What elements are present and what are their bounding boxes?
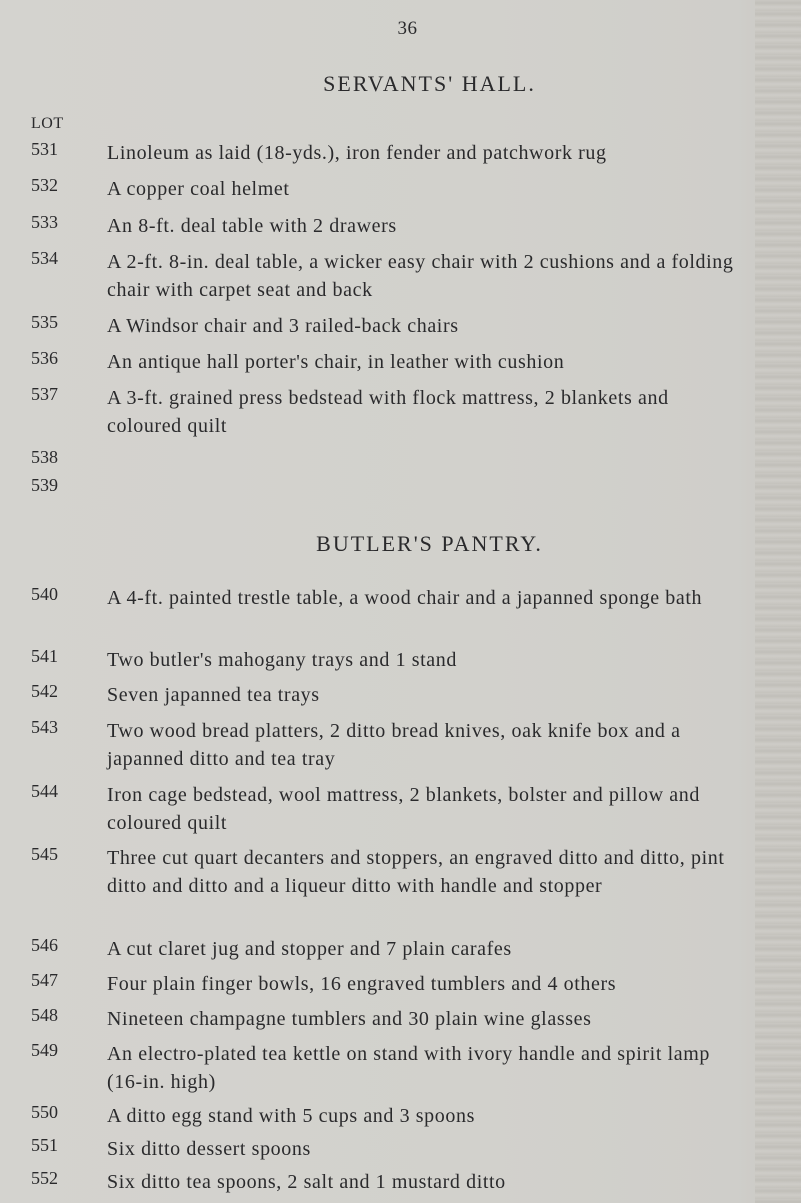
lot-column-header: LOT [31, 115, 64, 132]
section-title-butlers-pantry: BUTLER'S PANTRY. [316, 531, 543, 556]
section-title-servants-hall: SERVANTS' HALL. [323, 71, 536, 96]
lot-number: 540 [31, 584, 58, 604]
lot-description: A 4-ft. painted trestle table, a wood chair and a japanned sponge bath [107, 587, 703, 609]
lot-description: Six ditto dessert spoons [107, 1138, 311, 1160]
lot-description: Nineteen champagne tumblers and 30 plain wine glasses [107, 1008, 592, 1030]
lot-number: 543 [31, 717, 58, 737]
page-number: 36 [397, 18, 418, 39]
lot-number: 532 [31, 175, 58, 195]
lot-number: 548 [31, 1005, 58, 1025]
lot-description: An electro-plated tea kettle on stand with ivory handle and spirit lamp (16-in. high) [107, 1043, 710, 1093]
lot-number: 537 [31, 384, 58, 404]
lot-number: 550 [31, 1102, 58, 1122]
lot-description: Two butler's mahogany trays and 1 stand [107, 649, 457, 671]
lot-description: Two wood bread platters, 2 ditto bread knives, oak knife box and a japanned ditto and tea tray [107, 720, 681, 770]
lot-description: An 8-ft. deal table with 2 drawers [107, 215, 397, 237]
lot-number: 533 [31, 212, 58, 232]
page-edge [755, 0, 801, 1203]
lot-description: A 3-ft. grained press bedstead with flock mattress, 2 blankets and coloured quilt [107, 387, 669, 437]
lot-description: A ditto egg stand with 5 cups and 3 spoons [107, 1105, 475, 1127]
lot-number: 547 [31, 970, 58, 990]
lot-description: Four plain finger bowls, 16 engraved tumblers and 4 others [107, 973, 617, 995]
lot-number: 546 [31, 935, 58, 955]
lot-number: 539 [31, 475, 58, 495]
lot-number: 542 [31, 681, 58, 701]
lot-description: A 2-ft. 8-in. deal table, a wicker easy chair with 2 cushions and a folding chair with carpet seat and back [107, 251, 734, 301]
lot-number: 549 [31, 1040, 58, 1060]
lot-number: 545 [31, 844, 58, 864]
lot-number: 538 [31, 447, 58, 467]
lot-number: 535 [31, 312, 58, 332]
lot-description: Linoleum as laid (18-yds.), iron fender and patchwork rug [107, 142, 607, 164]
lot-number: 552 [31, 1168, 58, 1188]
lot-number: 541 [31, 646, 58, 666]
lot-number: 544 [31, 781, 58, 801]
lot-number: 531 [31, 139, 58, 159]
lot-description: Six ditto tea spoons, 2 salt and 1 mustard ditto [107, 1171, 506, 1193]
lot-number: 534 [31, 248, 58, 268]
lot-number: 551 [31, 1135, 58, 1155]
lot-description: Iron cage bedstead, wool mattress, 2 blankets, bolster and pillow and coloured quilt [107, 784, 700, 834]
lot-description: A copper coal helmet [107, 178, 290, 200]
lot-description: A Windsor chair and 3 railed-back chairs [107, 315, 459, 337]
lot-description: Three cut quart decanters and stoppers, an engraved ditto and ditto, pint ditto and ditto and a liqueur ditto with handle and stopper [107, 847, 725, 897]
lot-description: An antique hall porter's chair, in leather with cushion [107, 351, 565, 373]
lot-description: Seven japanned tea trays [107, 684, 320, 706]
lot-number: 536 [31, 348, 58, 368]
lot-description: A cut claret jug and stopper and 7 plain carafes [107, 938, 512, 960]
